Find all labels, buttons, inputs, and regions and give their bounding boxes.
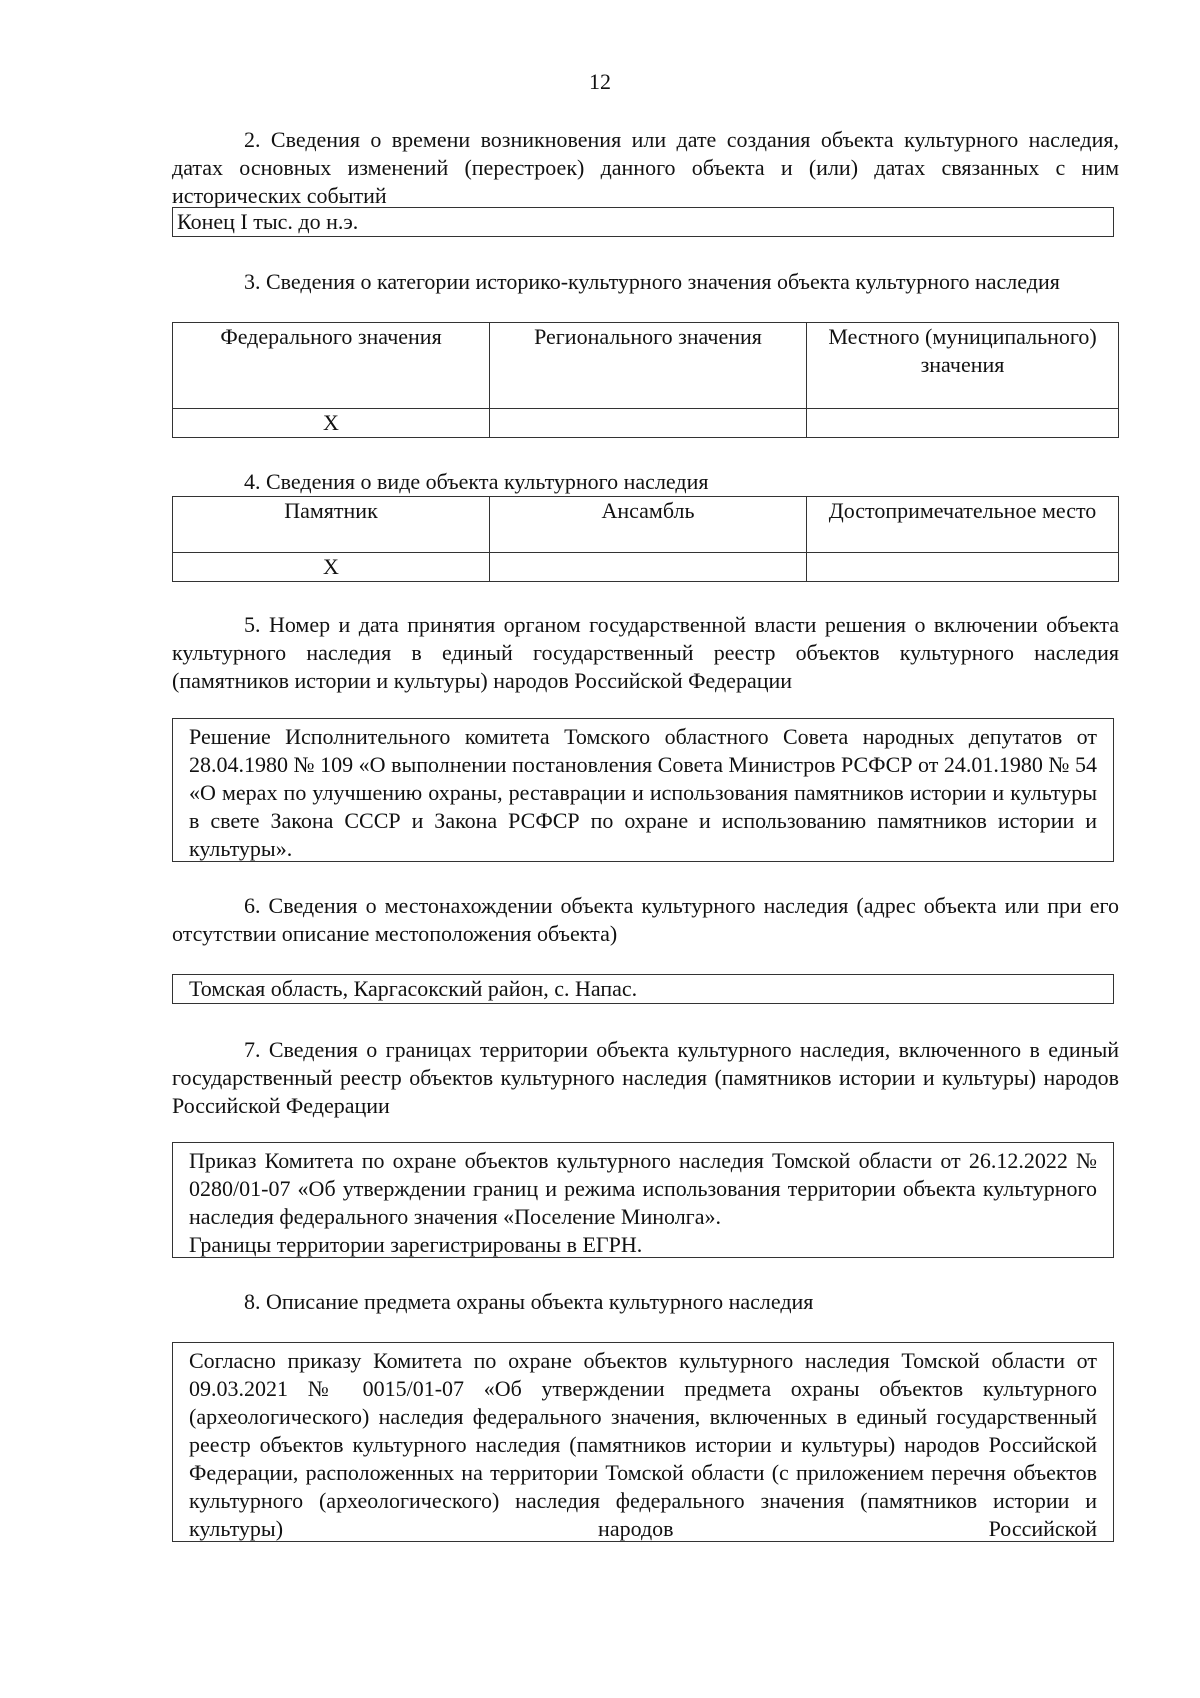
category-regional-mark	[490, 409, 807, 438]
section-5-value-box	[172, 718, 1114, 862]
type-monument-mark: Х	[173, 553, 490, 582]
section-5-value: Решение Исполнительного комитета Томского областного Совета народных депутатов от 28.04.1980 № 109 «О выполнении постановления Совета Министров РСФСР от 24.01.1980 № 54 «О мерах по улучшению охраны, реставрации и использования памятников истории и культуры в свете Закона СССР и Закона РСФСР по охране и использованию памятников истории и культуры».	[189, 724, 1097, 861]
section-8-heading: 8. Описание предмета охраны объекта культурного наследия	[244, 1289, 814, 1314]
section-5-heading: 5. Номер и дата принятия органом государственной власти решения о включении объекта культурного наследия в единый государственный реестр объектов культурного наследия (памятников истории и культуры) народов Российской Федерации	[172, 612, 1119, 693]
category-local-header: Местного (муниципального) значения	[807, 323, 1119, 409]
type-ensemble-header: Ансамбль	[490, 497, 807, 553]
section-2-heading: 2. Сведения о времени возникновения или дате создания объекта культурного наследия, датах основных изменений (перестроек) данного объекта и (или) датах связанных с ним исторических событий	[172, 127, 1119, 208]
category-local-mark	[807, 409, 1119, 438]
section-6-value-box	[172, 974, 1114, 1004]
section-7-value-box	[172, 1142, 1114, 1258]
section-4-heading: 4. Сведения о виде объекта культурного наследия	[244, 469, 709, 494]
category-federal-mark: Х	[173, 409, 490, 438]
type-landmark-mark	[807, 553, 1119, 582]
section-8-value-box	[172, 1342, 1114, 1542]
section-6-heading: 6. Сведения о местонахождении объекта культурного наследия (адрес объекта или при его отсутствии описание местоположения объекта)	[172, 893, 1119, 946]
section-7-value-order: Приказ Комитета по охране объектов культурного наследия Томской области от 26.12.2022 № 0280/01-07 «Об утверждении границ и режима использования территории объекта культурного наследия федерального значения «Поселение Минолга».	[189, 1148, 1097, 1229]
type-ensemble-mark	[490, 553, 807, 582]
category-federal-header: Федерального значения	[173, 323, 490, 409]
section-2-value-box	[172, 207, 1114, 237]
section-6-value: Томская область, Каргасокский район, с. Напас.	[189, 976, 638, 1001]
section-7-value-registration: Границы территории зарегистрированы в ЕГРН.	[189, 1232, 643, 1257]
category-table	[172, 322, 1119, 438]
type-table	[172, 496, 1119, 582]
type-landmark-header: Достопримечательное место	[807, 497, 1119, 553]
section-7-heading: 7. Сведения о границах территории объекта культурного наследия, включенного в единый государственный реестр объектов культурного наследия (памятников истории и культуры) народов Российской Федерации	[172, 1037, 1119, 1118]
section-2-value: Конец I тыс. до н.э.	[177, 209, 359, 234]
category-regional-header: Регионального значения	[490, 323, 807, 409]
type-monument-header: Памятник	[173, 497, 490, 553]
section-3-heading: 3. Сведения о категории историко-культурного значения объекта культурного наследия	[244, 269, 1060, 294]
section-8-value: Согласно приказу Комитета по охране объектов культурного наследия Томской области от 09.03.2021 № 0015/01-07 «Об утверждении предмета охраны объектов культурного (археологического) наследия федерального значения, включенных в единый государственный реестр объектов культурного наследия (памятников истории и культуры) народов Российской Федерации, расположенных на территории Томской области (с приложением перечня объектов культурного (археологического) наследия федерального значения (памятников истории и культуры) народов Российской	[189, 1348, 1097, 1541]
page-number: 12	[589, 69, 611, 94]
